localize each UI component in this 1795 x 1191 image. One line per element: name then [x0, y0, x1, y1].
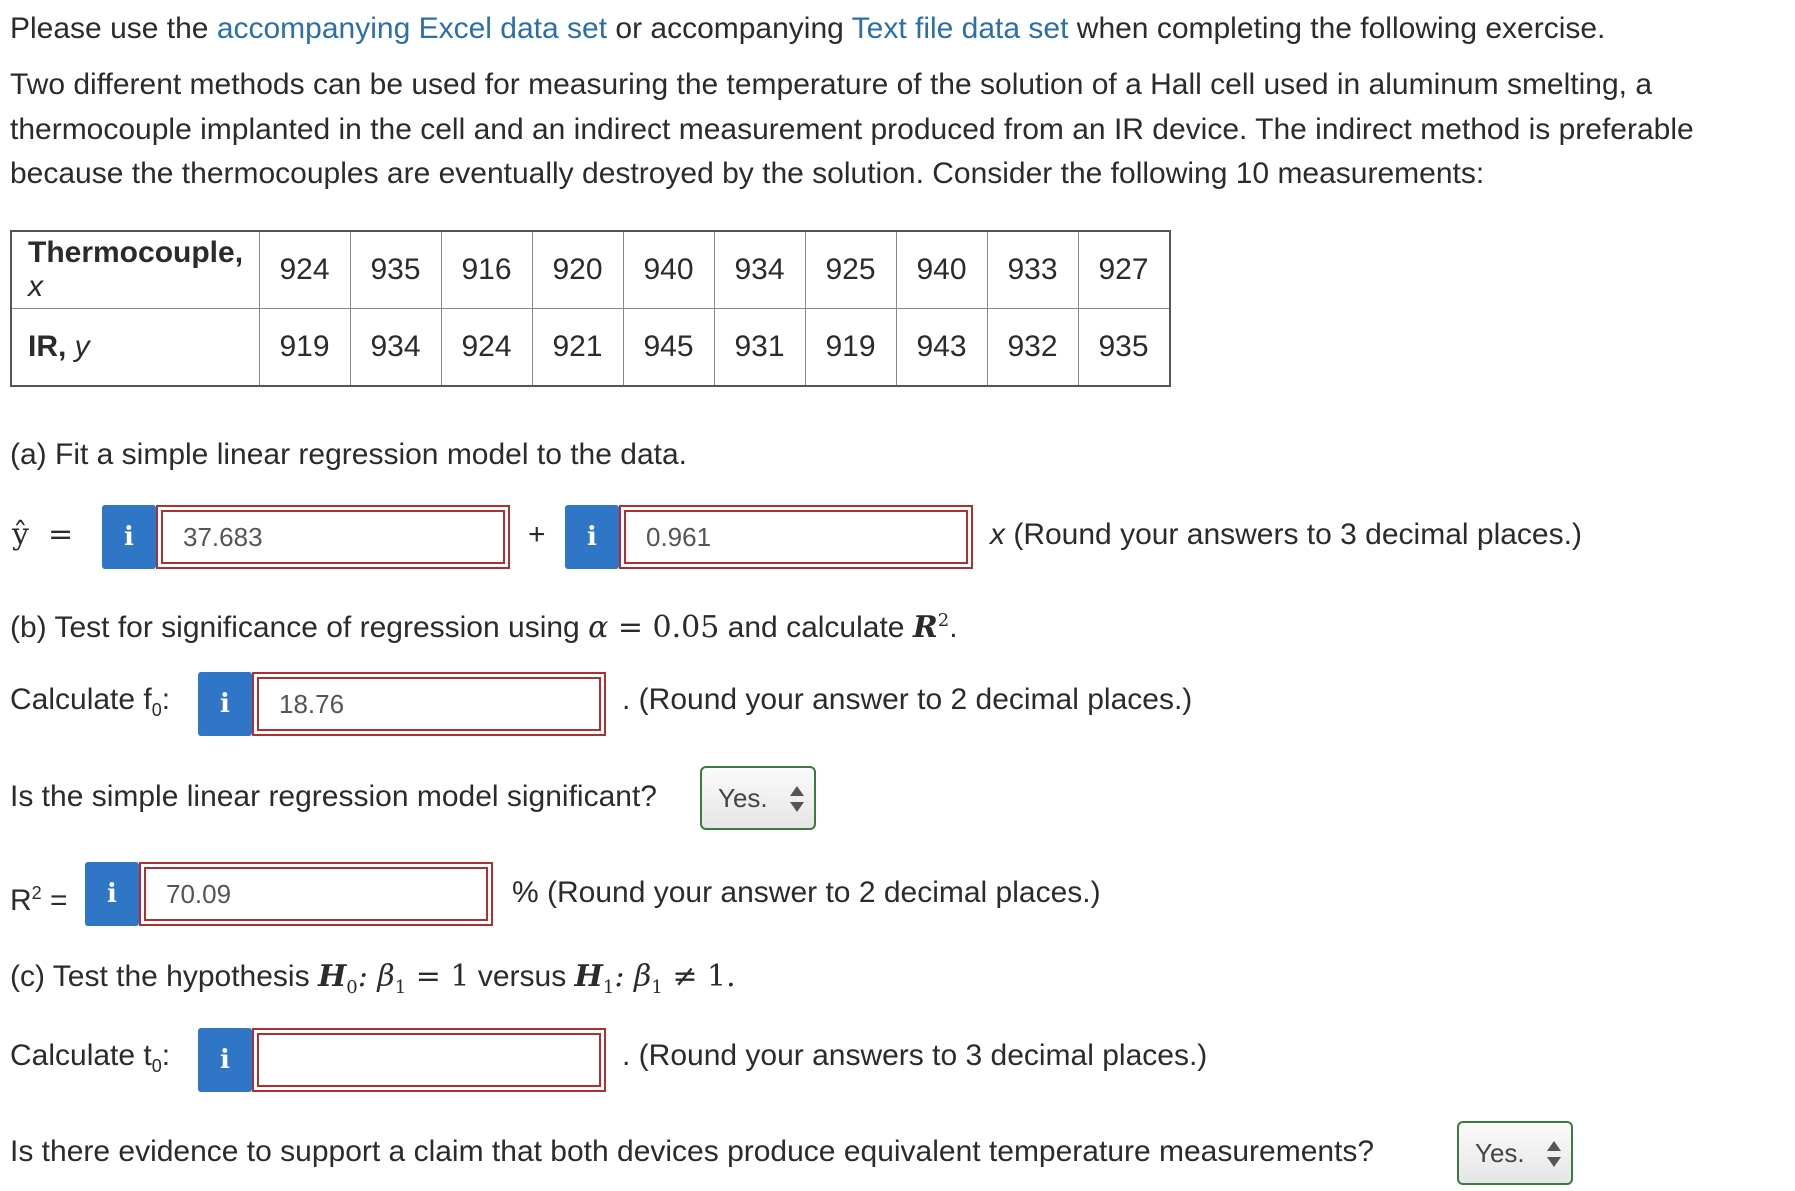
info-icon[interactable]: i [85, 862, 139, 926]
ir-row [11, 309, 1170, 387]
y-value: 945 [623, 309, 714, 387]
intercept-value: 37.683 [161, 510, 505, 564]
f0-note: . (Round your answer to 2 decimal places.) [622, 683, 1193, 716]
y-value: 932 [987, 309, 1078, 387]
ir-label: IR, y [11, 309, 259, 387]
info-icon[interactable]: i [198, 1028, 252, 1092]
problem-line-2: thermocouple implanted in the cell and an indirect measurement produced from an IR device. The indirect method is preferable [10, 113, 1694, 146]
equivalence-select[interactable] [1457, 1121, 1573, 1185]
intro-text [10, 8, 1605, 50]
text-data-link[interactable]: Text file data set [851, 12, 1069, 45]
significance-select[interactable] [700, 766, 816, 830]
x-value: 940 [623, 231, 714, 309]
x-value: 940 [896, 231, 987, 309]
info-icon[interactable]: i [565, 505, 619, 569]
thermocouple-label: Thermocouple, x [11, 231, 259, 309]
t0-value [257, 1033, 601, 1087]
y-value: 943 [896, 309, 987, 387]
select-arrows-icon [1547, 1139, 1561, 1169]
part-a-note: x (Round your answers to 3 decimal places.) [990, 518, 1582, 551]
t0-note: . (Round your answers to 3 decimal places.) [622, 1039, 1208, 1072]
f0-label: Calculate $f_0$: [10, 683, 171, 720]
y-value: 931 [714, 309, 805, 387]
significance-question: Is the simple linear regression model significant? [10, 780, 657, 813]
part-c-prompt: (c) Test the hypothesis $H_0$: $\beta_1 = 1$ versus $H_1$: $\beta_1 \ne 1$. [10, 959, 736, 998]
problem-line-1: Two different methods can be used for measuring the temperature of the solution of a Hall cell used in aluminum smelting, a [10, 68, 1653, 101]
equivalence-selected: Yes. [1475, 1137, 1525, 1168]
f0-value: 18.76 [257, 677, 601, 731]
y-value: 921 [532, 309, 623, 387]
intro-suffix: when completing the following exercise. [1068, 12, 1606, 45]
t0-label: Calculate $t_0$: [10, 1039, 171, 1076]
x-value: 934 [714, 231, 805, 309]
measurement-table [10, 230, 1171, 387]
x-value: 920 [532, 231, 623, 309]
info-icon[interactable]: i [198, 672, 252, 736]
equivalence-question: Is there evidence to support a claim that both devices produce equivalent temperature measurements? [10, 1135, 1375, 1168]
slope-input[interactable] [619, 505, 973, 569]
part-a-prompt: (a) Fit a simple linear regression model to the data. [10, 438, 687, 471]
y-value: 935 [1078, 309, 1170, 387]
intro-prefix: Please use the [10, 12, 217, 45]
select-arrows-icon [790, 784, 804, 814]
y-value: 934 [350, 309, 441, 387]
slope-value: 0.961 [624, 510, 968, 564]
problem-line-3: because the thermocouples are eventually destroyed by the solution. Consider the following 10 measurements: [10, 157, 1485, 190]
info-icon[interactable]: i [102, 505, 156, 569]
x-value: 925 [805, 231, 896, 309]
x-value: 927 [1078, 231, 1170, 309]
r2-input[interactable] [139, 862, 493, 926]
x-value: 935 [350, 231, 441, 309]
x-value: 916 [441, 231, 532, 309]
yhat-symbol: ŷ = [12, 517, 74, 552]
significance-selected: Yes. [718, 782, 768, 813]
part-b-prompt: (b) Test for significance of regression using α = 0.05 and calculate $R^2$. [10, 610, 958, 645]
excel-data-link[interactable]: accompanying Excel data set [216, 12, 608, 45]
r2-note: % (Round your answer to 2 decimal places.) [512, 876, 1101, 909]
intercept-input[interactable] [156, 505, 510, 569]
plus-sign: + [528, 518, 546, 551]
f0-input[interactable] [252, 672, 606, 736]
y-value: 919 [259, 309, 350, 387]
x-value: 924 [259, 231, 350, 309]
thermocouple-row [11, 231, 1170, 309]
intro-middle: or accompanying [607, 12, 852, 45]
y-value: 924 [441, 309, 532, 387]
r2-value: 70.09 [144, 867, 488, 921]
t0-input[interactable] [252, 1028, 606, 1092]
y-value: 919 [805, 309, 896, 387]
r2-label: $R^2$ = [10, 883, 68, 917]
x-value: 933 [987, 231, 1078, 309]
